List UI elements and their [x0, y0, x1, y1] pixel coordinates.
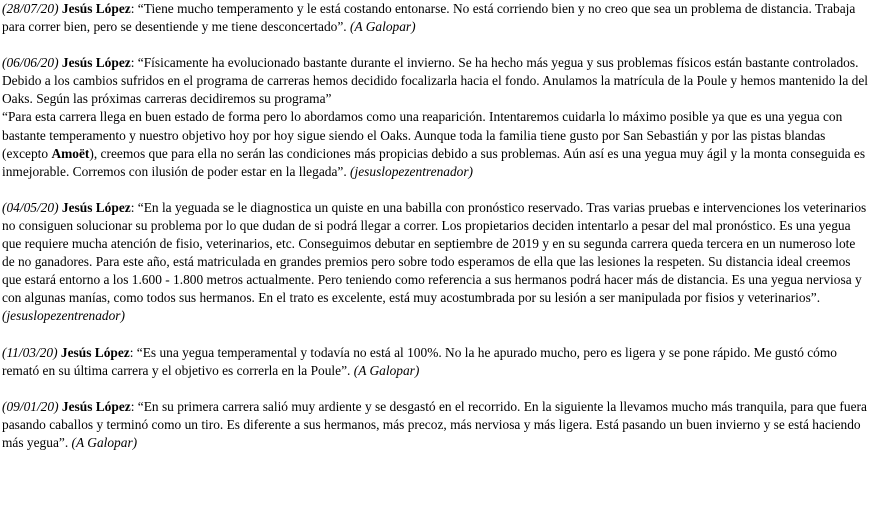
speaker-name: Jesús López — [61, 199, 131, 215]
quote-text: : “En la yeguada se le diagnostica un quiste en una babilla con pronóstico reservado. Tras varias pruebas e intervenciones los veterinarios no consiguen solucionar su problema por lo que dudan de si podrá llegar a correr. Los propietarios deciden intentarlo a pesar del mal pronóstico. Es una yegua que requiere mucha atención de fisio, veterinarios, etc. Conseguimos debutar en septiembre de 2019 y en su segunda carrera queda tercera en un numeroso lote de no ganadores. Para este año, está matriculada en grandes premios pero sobre todo esperamos de ella que las lesiones la respeten. Su distancia ideal creemos que estará entorno a los 1.600 - 1.800 metros actualmente. Pero teniendo como referencia a sus hermanos podrá hacer más de distancia. Es una yegua nerviosa y con algunas manías, como todos sus hermanos. En el trato es excelente, está muy acostumbrada por su lesión a ser manipulada por fisios y veterinarios”. — [2, 199, 867, 306]
quote-entry — [2, 54, 868, 108]
quote-entry — [2, 199, 868, 326]
quote-source: (jesuslopezentrenador) — [2, 308, 125, 324]
entry-date: (09/01/20) — [2, 398, 59, 414]
quote-entry — [2, 0, 868, 36]
quote-source: (A Galopar) — [71, 434, 138, 450]
entry-spacer — [2, 181, 868, 199]
quote-entry — [2, 344, 868, 380]
speaker-name: Jesús López — [60, 344, 130, 360]
quote-source: (jesuslopezentrenador) — [350, 163, 474, 179]
quote-text: : “Tiene mucho temperamento y le está costando entonarse. No está corriendo bien y no creo que sea un problema de distancia. Trabaja para correr bien, pero se desentiende y me tiene desconcertado”. — [2, 1, 856, 35]
speaker-name: Jesús López — [61, 55, 131, 71]
entry-date: (06/06/20) — [2, 55, 59, 71]
entry-date: (11/03/20) — [2, 344, 58, 360]
quote-text: “Para esta carrera llega en buen estado de forma pero lo abordamos como una reaparición. Intentaremos cuidarla lo máximo posible ya que es una yegua con bastante temperamento y nuestro objetivo hoy por hoy sigue siendo el Oaks. Aunque toda la familia tiene gusto por San Sebastián y por las pistas blandas (excepto — [2, 109, 843, 161]
quote-text: : “En su primera carrera salió muy ardiente y se desgastó en el recorrido. En la siguiente la llevamos mucho más tranquila, para que fuera pasando caballos y terminó como un tiro. Es diferente a sus hermanos, más precoz, más nerviosa y más ligera. Está pasando un buen invierno y se está haciendo más yegua”. — [2, 398, 867, 450]
entry-spacer — [2, 36, 868, 54]
speaker-name: Jesús López — [61, 1, 131, 16]
entry-date: (28/07/20) — [2, 1, 59, 16]
entry-date: (04/05/20) — [2, 199, 59, 215]
speaker-name: Jesús López — [61, 398, 131, 414]
horse-name: Amoët — [51, 145, 90, 161]
quote-entry-continuation — [2, 108, 868, 180]
entry-spacer — [2, 380, 868, 398]
quote-text: ), creemos que para ella no serán las condiciones más propicias debido a sus problemas. Aún así es una yegua muy ágil y la monta conseguida es inmejorable. Corremos con ilusión de poder estar en la llegada”. — [2, 145, 866, 179]
quote-entry — [2, 398, 868, 452]
quote-text: : “Es una yegua temperamental y todavía no está al 100%. No la he apurado mucho, pero es ligera y se pone rápido. Me gustó cómo remató en su última carrera y el objetivo es correrla en la Poule”. — [2, 344, 837, 378]
quote-text: : “Físicamente ha evolucionado bastante durante el invierno. Se ha hecho más yegua y sus problemas físicos están bastante controlados. Debido a los cambios sufridos en el programa de carreras hemos decidido focalizarla hacia el fondo. Anulamos la matrícula de la Poule y hemos mantenido la del Oaks. Según las próximas carreras decidiremos su programa” — [2, 55, 869, 107]
entry-spacer — [2, 326, 868, 344]
quote-source: (A Galopar) — [353, 362, 420, 378]
quote-source: (A Galopar) — [350, 19, 416, 35]
